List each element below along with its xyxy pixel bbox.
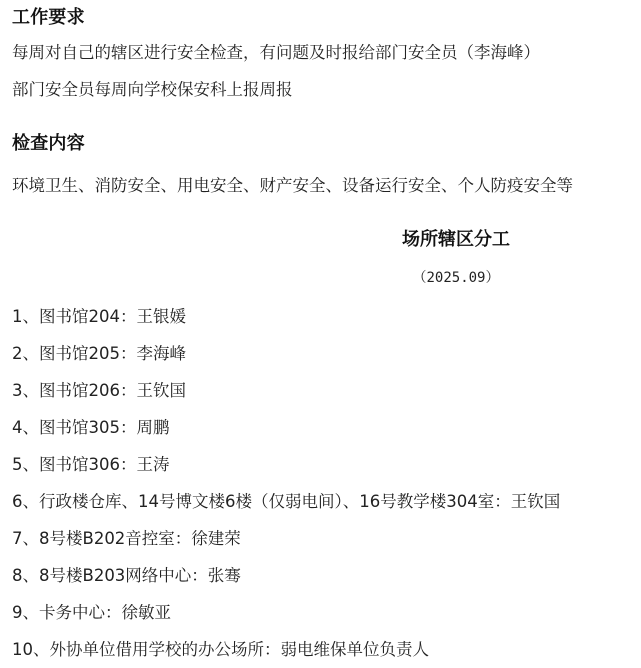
division-title: 场所辖区分工	[402, 229, 510, 250]
inspection-heading: 检查内容	[12, 133, 85, 154]
division-item-9: 9、卡务中心：徐敏亚	[12, 603, 171, 622]
division-item-7: 7、8号楼B202音控室：徐建荣	[12, 529, 241, 548]
requirement-line-2: 部门安全员每周向学校保安科上报周报	[12, 80, 293, 99]
work-requirements-heading: 工作要求	[12, 7, 85, 28]
division-item-4: 4、图书馆305：周鹏	[12, 418, 170, 437]
division-item-6: 6、行政楼仓库、14号博文楼6楼（仅弱电间）、16号教学楼304室：王钦国	[12, 492, 561, 511]
division-date: （2025.09）	[412, 270, 500, 286]
division-item-5: 5、图书馆306：王涛	[12, 455, 170, 474]
division-item-2: 2、图书馆205：李海峰	[12, 344, 186, 363]
division-item-8: 8、8号楼B203网络中心：张骞	[12, 566, 241, 585]
division-item-10: 10、外协单位借用学校的办公场所：弱电维保单位负责人	[12, 640, 429, 659]
requirement-line-1: 每周对自己的辖区进行安全检查，有问题及时报给部门安全员（李海峰）	[12, 43, 540, 62]
division-item-3: 3、图书馆206：王钦国	[12, 381, 186, 400]
division-item-1: 1、图书馆204：王银媛	[12, 307, 186, 326]
inspection-content: 环境卫生、消防安全、用电安全、财产安全、设备运行安全、个人防疫安全等	[12, 176, 573, 195]
